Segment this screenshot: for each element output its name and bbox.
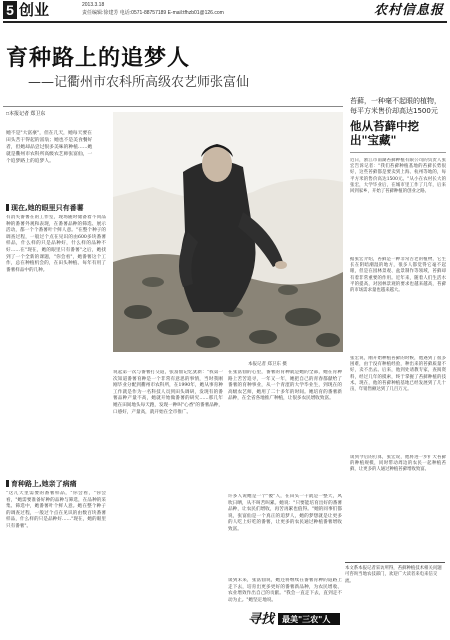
newspaper-brand: 农村信息报 [373,3,444,18]
article-column-6: 谈到未来，张富仙说，她还将继续在番薯育种的道路上走下去，培育出更多更好的番薯新品种，为农民增收、农业增效作出自己的贡献。"我会一直走下去，直到走不动为止。"她坚定地说。 [228,578,342,603]
sidebar-divider [350,152,446,153]
seek-label: 寻找 [248,612,275,627]
photo-credit: 本报记者 郑卫东 摄 [248,362,287,367]
seek-tagline: 最美"三农"人 [282,615,331,624]
section-name: 创业 [19,1,50,19]
subhead-1 [6,203,84,213]
subhead-1-text: 现在,她的眼里只有番薯 [11,204,84,212]
sidebar-column-2: 据张宏介绍，苔藓是一种非常古老的植物，它生长在阴暗潮湿的地方，很多人都觉得它毫不起眼，但是在园林景观、盆景制作等领域，苔藓却有着非常重要的作用。近年来，随着人们生活水平的提高，对园林景观的要求也越来越高，苔藓的市场需求量也越来越大。 [350,257,446,294]
seek-banner-graphic [246,608,342,628]
page-header [0,0,450,22]
bottom-box-rule [345,562,445,563]
article-title: 育种路上的追梦人 [6,46,191,71]
sidebar-lead: 苔藓，一种毫不起眼的植物，每平方米售价却高达1500元 [350,97,441,115]
subhead-marker [6,480,9,487]
article-lead-quote: 她不是"大富豪"，但在几天，她每天要在田头苦干得起的富翁；她也不是美食餐好者，但她却品尝过很多美味的种植……她就是衢州市农科所高级农艺师张富仙，一个追梦路上的追梦人。 [6,131,93,164]
article-column-2: "这几天里需要的番薯样品，"你会看，"你会看，"她需要准备好种的品种与筛选，在品种的采集、筛选中，她番薯叶个鲜人意。她在整个种子的调查过程，一般过个点在见识的由数百块番薯样品，什么样的只是品种好……"现在，她的眼里只有番薯"。 [6,491,106,529]
page-number: 5 [3,1,17,19]
article-subtitle: ——记衢州市农科所高级农艺师张富仙 [28,75,250,90]
subhead-2 [6,479,77,489]
sidebar-column-4: 谈到今后的打算，张宏说，他将进一步扩大苔藓的种植规模，同时带动周边的农民一起种植苔藓，让更多的人通过种植苔藓增收致富。 [350,455,446,473]
sidebar-headline: 他从苔藓中挖出"宝藏" [350,119,419,147]
seek-banner [246,608,342,628]
issue-date: 2013.3.18 [82,2,105,8]
title-rule [3,106,343,107]
header-rule [3,21,447,23]
bottom-note: 本文系本报记者采访所得，苔藓种植技术相关问题可咨询当地农技部门，欢迎广大读者来电来信交流。 [345,566,442,584]
sidebar-column-3: 张宏说，刚开始种植苔藓的时候，他遇到了很多困难，由于没有种植经验，种出来的苔藓质量不好，卖不出去。后来，他到处请教专家，查阅资料，经过几年的摸索，终于掌握了苔藓种植的技术。现在，他的苔藓种植基地已经发展到了几十亩，年销售额达到了几百万元。 [350,356,446,393]
article-photo [113,112,343,352]
subhead-marker [6,204,9,211]
byline: □本报记者 郑卫东 [6,111,46,117]
subhead-2-text: 育种路上,她亲了病痛 [11,480,77,488]
article-column-5: 许多人说她是一个"傻"人，在田头一干就是一整天，风吹日晒，从不叫苦叫累。她说："只要能培育出好的番薯品种，让农民们增收，再苦再累也值得。"她的同事们都说，张富仙是一个真正的追梦人，她的梦想就是让更多的人吃上好吃的番薯，让更多的农民通过种植番薯增收致富。 [228,494,342,532]
article-column-4: 在张富仙的心里，番薯的育种就是她的全部，她在育种路上苦苦追寻，一年又一年，她把自己的青春都献给了番薯的育种事业，从一个青涩的大学毕业生，到现在的高级农艺师，她用了二十多年的时间。她培育的番薯新品种，在全省各地推广种植，让很多农民增收致富。 [228,370,342,402]
sidebar-article [350,96,446,519]
farmer-photo-image [113,112,343,352]
editor-info: 责任编辑:徐建芳 电话:0571-88757189 E-mail:tfhzb01@126.com [82,10,224,16]
sidebar-column-1: 近日，浙江市南湖苔藓种植有限公司的负责人张宏告诉记者："我们苔藓种植基地的苔藓长势很好，这些苔藓都是要卖到上海、杭州等地的，每平方米的售价高达1500元。"从小在农村长大的张宏，大学毕业后，在城市里工作了几年，后来回到家乡，开始了苔藓种植的创业之路。 [350,158,446,195]
article-column-1: 有消失番薯在的工作室，现场随时储备着不同品种的番薯外观和表现，在番薯品种的筛选、展示活动，都一个个番薯叶个鲜人意。"在整个种子的调查过程，一般过个点在见识的由600多块番薯样品，什么样的只是品种好，什么样的品种不好……在"现在，她的眼里只有番薯"之后，她找到了一个全新的课题，"你会看"，她番薯这个工作，总在种植机会的，在田头种植、每年有用了番薯样品中的几种。 [6,215,106,273]
article-column-3: 说起第一次与番薯打交道，张富仙记忆犹新："我第一次知道番薯育种是一个非常有意思的事情，当时我刚刚毕业分配到衢州市农科所，在1990年，她从事育种工作就是作为一名科技人员到田头调研，发现有的番薯品种产量不高，她就开始做番薯的研究……那几年她在田间地头每天跑，发现一种叫"心香"的番薯品种，口感好，产量高，就开始在全市推广。 [113,370,223,415]
